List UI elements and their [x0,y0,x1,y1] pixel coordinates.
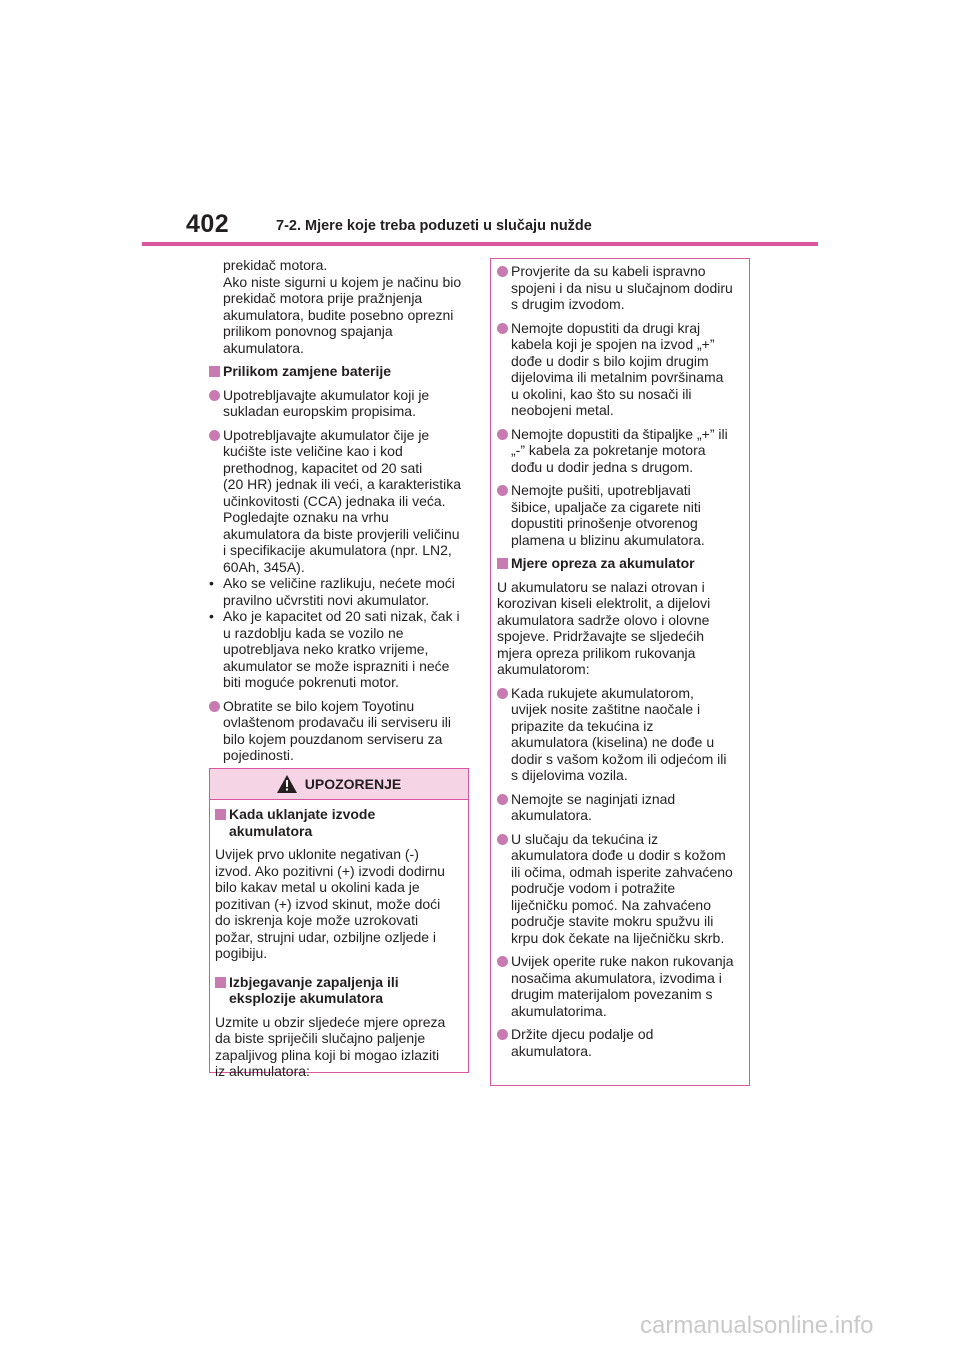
text-line: dijelovima ili metalnim površinama [511,369,724,385]
text-line: dodir s vašom kožom ili odjećom ili [511,750,727,767]
square-bullet-icon [215,809,226,820]
warning-heading [215,974,463,1007]
text-line: kućište iste veličine kao i kod [223,443,403,459]
text-line: (20 HR) jednak ili veći, a karakteristika [223,476,462,492]
bullet-item [209,698,471,764]
heading-text [229,974,399,1007]
bullet-text [511,685,727,784]
text-line: Kada rukujete akumulatorom, [511,684,694,701]
bullet-text [511,482,705,548]
bullet-item [209,387,471,420]
bullet-text [511,791,675,824]
text-line: pogibiju. [215,945,268,961]
text-line: izvod. Ako pozitivni (+) izvodi dodirnu [215,862,445,879]
text-line: Uvijek prvo uklonite negativan (-) [215,846,419,862]
text-line: prethodnog, kapacitet od 20 sati [223,459,423,476]
text-line: liječničku pomoć. Na zahvaćeno [511,896,711,913]
text-line: dođe u dodir s bilo kojim drugim [511,352,709,369]
text-line: Upotrebljavajte akumulator koji je [223,386,430,403]
sub-bullet-text [223,575,455,608]
text-line: pravilno učvrstiti novi akumulator. [223,591,430,608]
text-line: Nemojte dopustiti da štipaljke „+” ili [511,425,728,442]
page-number: 402 [186,210,230,238]
text-line: Uvijek operite ruke nakon rukovanja [511,953,734,969]
text-line: akumulatorima. [511,1002,607,1019]
text-line: područje stavite mokru spužvu ili [511,913,714,929]
text-line: drugim materijalom povezanim s [511,986,713,1002]
text-line: sukladan europskim propisima. [223,403,416,419]
bullet-text [223,698,451,764]
text-line: u okolini, kao što su nosači ili [511,385,692,402]
text-line: područje vodom i potražite [511,880,676,896]
text-line: Kada uklanjate izvode [229,806,376,822]
bullet-text [511,953,734,1019]
sub-bullet-text [223,608,460,691]
round-bullet-icon [497,794,508,805]
bullet-text [511,831,733,947]
text-line: pozitivan (+) izvod skinut, može doći [215,895,441,912]
text-line: šibice, upaljače za cigarete niti [511,498,701,515]
text-line: akumulatora. [511,807,592,823]
square-bullet-icon [215,977,226,988]
text-line: bilo kakav metal u okolini kada je [215,879,420,895]
text-line: s drugim izvodom. [511,296,625,312]
text-line: spojeni i da nisu u slučajnom dodiru [511,279,733,296]
text-line: Nemojte se naginjati iznad [511,790,676,807]
text-line: Provjerite da su kabeli ispravno [511,263,706,279]
square-bullet-icon [209,366,220,377]
text-line: akumulatorom: [497,661,590,677]
watermark: carmanualsonline.info [640,1312,874,1339]
text-line: akumulatora. [223,339,304,356]
text-line: akumulatora dođe u dodir s kožom [511,847,726,863]
bullet-item [497,953,743,1019]
round-bullet-icon [209,430,220,441]
round-bullet-icon [209,390,220,401]
right-column-box [490,258,750,1086]
warning-heading [215,806,463,839]
dot-marker-icon: • [209,575,214,591]
round-bullet-icon [497,323,508,334]
heading-text: Prilikom zamjene baterije [223,363,392,379]
text-line: prekidač motora. [223,257,328,273]
bullet-text [511,426,728,476]
intro-paragraph [209,257,471,356]
text-line: Upotrebljavajte akumulator čije je [223,426,430,443]
warning-body [210,800,468,1080]
warning-title: UPOZORENJE [304,775,402,792]
warning-paragraph [215,1014,463,1080]
text-line: Uzmite u obzir sljedeće mjere opreza [215,1013,446,1030]
text-line: akumulator se može isprazniti i neće [223,657,450,674]
bullet-item [497,1026,743,1059]
text-line: Ako niste sigurni u kojem je načinu bio [223,273,462,290]
text-line: iz akumulatora: [215,1063,310,1079]
square-bullet-icon [497,558,508,569]
text-line: požar, strujni udar, ozbiljne ozljede i [215,928,437,945]
text-line: akumulatora sadrže olovo i olovne [497,611,710,628]
text-line: s dijelovima vozila. [511,767,628,783]
heading-text: Mjere opreza za akumulator [511,555,695,571]
dot-marker-icon: • [209,608,214,624]
bullet-item [209,427,471,576]
round-bullet-icon [497,834,508,845]
text-line: ili očima, odmah isperite zahvaćeno [511,863,733,880]
round-bullet-icon [497,429,508,440]
bullet-item [497,320,743,419]
text-line: eksplozije akumulatora [229,990,384,1006]
text-line: akumulatora, budite posebno oprezni [223,306,454,323]
round-bullet-icon [497,485,508,496]
text-line: kabela koji je spojen na izvod „+” [511,336,715,352]
text-line: ovlaštenom prodavaču ili serviseru ili [223,714,451,730]
bullet-text [511,320,723,419]
bullet-item [497,685,743,784]
bullet-item [497,831,743,947]
text-line: do iskrenja koje može uzrokovati [215,912,419,928]
precautions-paragraph [497,579,743,678]
warning-triangle-icon [277,775,297,793]
text-line: 60Ah, 345A). [223,558,305,575]
round-bullet-icon [209,701,220,712]
text-line: spojeve. Pridržavajte se sljedećih [497,628,704,644]
heading-battery-precautions [497,555,743,572]
text-line: prekidač motora prije pražnjenja [223,290,423,306]
text-line: Držite djecu podalje od [511,1026,654,1042]
text-line: Obratite se bilo kojem Toyotinu [223,697,415,714]
bullet-item [497,791,743,824]
text-line: akumulatora. [511,1042,592,1059]
text-line: neobojeni metal. [511,402,614,418]
round-bullet-icon [497,266,508,277]
text-line: Izbjegavanje zapaljenja ili [229,973,399,990]
bullet-text [223,427,461,576]
warning-header [210,769,468,800]
text-line: prilikom ponovnog spajanja [223,323,393,339]
bullet-text [511,263,733,313]
text-line: i specifikacije akumulatora (npr. LN2, [223,542,452,558]
text-line: akumulatora (kiselina) ne dođe u [511,734,715,750]
text-line: zapaljivog plina koji bi mogao izlaziti [215,1046,440,1063]
header-rule [142,242,818,246]
text-line: Pogledajte oznaku na vrhu [223,509,389,525]
text-line: Ako se veličine razlikuju, nećete moći [223,575,455,591]
text-line: učinkovitosti (CCA) jednaka ili veća. [223,492,446,509]
bullet-item [497,263,743,313]
bullet-text [511,1026,653,1059]
text-line: plamena u blizinu akumulatora. [511,531,705,548]
text-line: U slučaju da tekućina iz [511,830,659,847]
text-line: U akumulatoru se nalazi otrovan i [497,578,705,595]
round-bullet-icon [497,688,508,699]
left-column [209,257,471,771]
text-line: nosačima akumulatora, izvodima i [511,969,722,986]
text-line: krpu dok čekate na liječničku skrb. [511,929,725,946]
sub-bullet-item [209,575,471,608]
round-bullet-icon [497,956,508,967]
sub-bullet-item [209,608,471,691]
warning-box [209,768,469,1079]
text-line: mjera opreza prilikom rukovanja [497,644,696,661]
text-line: Ako je kapacitet od 20 sati nizak, čak i [223,608,460,624]
text-line: uvijek nosite zaštitne naočale i [511,701,701,717]
round-bullet-icon [497,1029,508,1040]
text-line: akumulatora da biste provjerili veličinu [223,525,460,542]
bullet-item [497,482,743,548]
text-line: pojedinosti. [223,747,294,763]
text-line: korozivan kiseli elektrolit, a dijelovi [497,595,711,611]
heading-text [229,806,375,839]
text-line: akumulatora [229,822,313,839]
text-line: da biste spriječili slučajno paljenje [215,1030,426,1046]
text-line: „-” kabela za pokretanje motora [511,442,706,458]
bullet-text [223,387,429,420]
section-title: 7-2. Mjere koje treba poduzeti u slučaju nužde [276,218,592,234]
heading-battery-replacement [209,363,471,380]
warning-paragraph [215,846,463,962]
text-line: dođu u dodir jedna s drugom. [511,458,694,475]
text-line: Nemojte dopustiti da drugi kraj [511,319,701,336]
bullet-item [497,426,743,476]
text-line: dopustiti prinošenje otvorenog [511,515,698,531]
text-line: bilo kojem pouzdanom serviseru za [223,730,443,747]
text-line: pripazite da tekućina iz [511,717,654,734]
text-line: upotrebljava neko kratko vrijeme, [223,641,429,657]
text-line: u razdoblju kada se vozilo ne [223,624,404,641]
text-line: Nemojte pušiti, upotrebljavati [511,482,691,498]
text-line: biti moguće pokrenuti motor. [223,674,399,690]
